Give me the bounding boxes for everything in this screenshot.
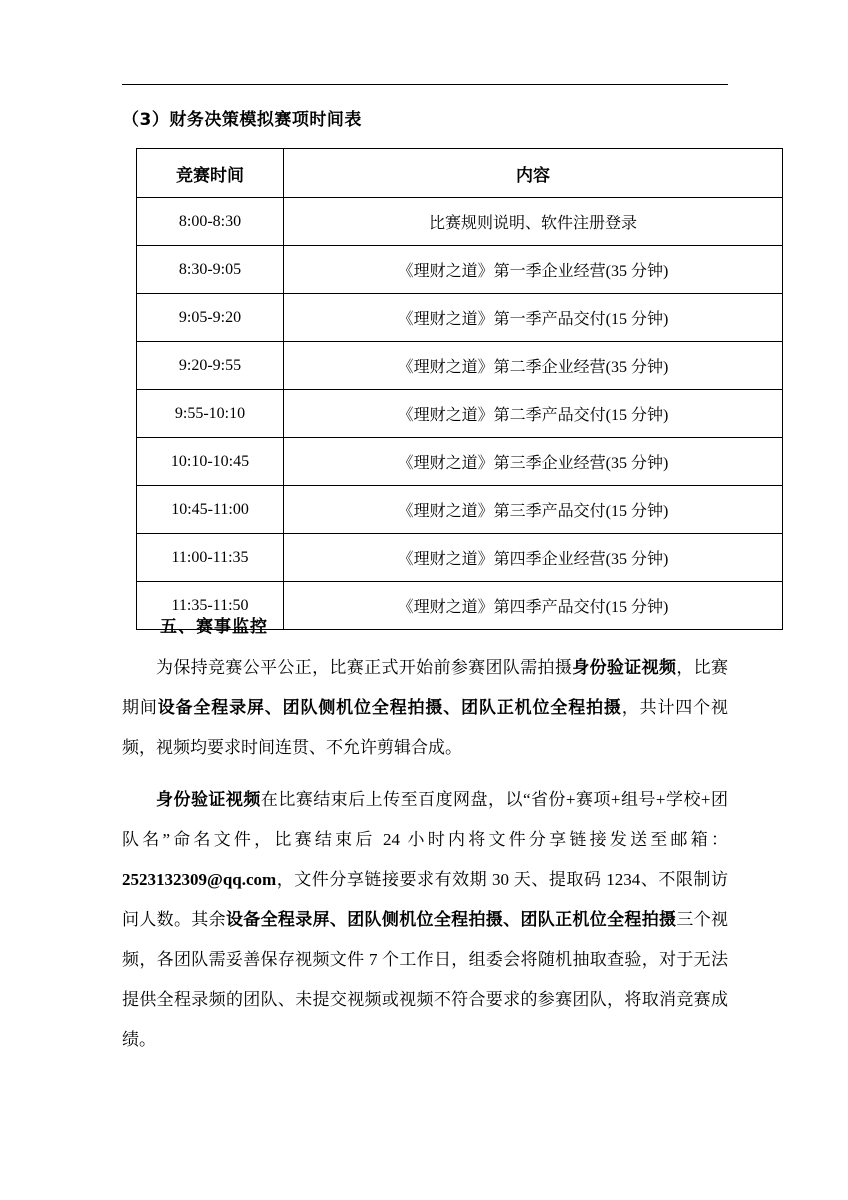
cell-time: 11:35-11:50 — [137, 582, 284, 630]
cell-content: 《理财之道》第四季企业经营(35 分钟) — [284, 534, 783, 582]
table-header-content: 内容 — [284, 149, 783, 198]
cell-time: 8:00-8:30 — [137, 198, 284, 246]
paragraph-text: ，文件分享链接要求有效期 30 天、提取码 1234、不限制访问人数。其余 — [122, 870, 728, 929]
paragraph-emphasis: 设备全程录屏、团队侧机位全程拍摄、团队正机位全程拍摄 — [225, 910, 677, 930]
cell-content: 《理财之道》第一季产品交付(15 分钟) — [284, 294, 783, 342]
page-heading: （3）财务决策模拟赛项时间表 — [122, 110, 362, 130]
paragraph-text: 三个视频，各团队需妥善保存视频文件 7 个工作日，组委会将随机抽取查验，对于无法提供全程录频的团队、未提交视频或视频不符合要求的参赛团队，将取消竞赛成绩。 — [122, 910, 729, 1049]
paragraph-text: ，比赛期间 — [122, 658, 728, 717]
schedule-table — [136, 148, 783, 630]
table-row — [137, 294, 783, 342]
table-row — [137, 342, 783, 390]
table-row — [137, 390, 783, 438]
paragraph-text: ，共计四个视频，视频均要求时间连贯、不允许剪辑合成。 — [122, 698, 729, 757]
cell-content: 《理财之道》第四季产品交付(15 分钟) — [284, 582, 783, 630]
cell-time: 9:55-10:10 — [137, 390, 284, 438]
cell-time: 8:30-9:05 — [137, 246, 284, 294]
table-header-time: 竞赛时间 — [137, 149, 284, 198]
table-header-row — [137, 149, 783, 198]
table-row — [137, 246, 783, 294]
cell-content: 《理财之道》第三季企业经营(35 分钟) — [284, 438, 783, 486]
table-row — [137, 486, 783, 534]
paragraph-monitoring-overview — [122, 648, 728, 768]
cell-time: 9:05-9:20 — [137, 294, 284, 342]
paragraph-emphasis: 身份验证视频 — [156, 790, 261, 810]
cell-content: 比赛规则说明、软件注册登录 — [284, 198, 783, 246]
table-row — [137, 198, 783, 246]
paragraph-emphasis: 身份验证视频 — [572, 658, 677, 678]
paragraph-video-submission — [122, 780, 728, 1060]
cell-time: 9:20-9:55 — [137, 342, 284, 390]
table-row — [137, 534, 783, 582]
cell-content: 《理财之道》第二季企业经营(35 分钟) — [284, 342, 783, 390]
cell-time: 10:45-11:00 — [137, 486, 284, 534]
contact-email: 2523132309@qq.com — [122, 870, 277, 889]
paragraph-text: 为保持竞赛公平公正，比赛正式开始前参赛团队需拍摄 — [156, 658, 573, 677]
table-row — [137, 438, 783, 486]
cell-content: 《理财之道》第二季产品交付(15 分钟) — [284, 390, 783, 438]
paragraph-text: 在比赛结束后上传至百度网盘，以“省份+赛项+组号+学校+团队名”命名文件，比赛结束后 24 小时内将文件分享链接发送至邮箱： — [122, 790, 728, 849]
section-title: 五、赛事监控 — [160, 617, 268, 637]
cell-time: 10:10-10:45 — [137, 438, 284, 486]
paragraph-emphasis: 设备全程录屏、团队侧机位全程拍摄、团队正机位全程拍摄 — [157, 698, 622, 718]
cell-content: 《理财之道》第一季企业经营(35 分钟) — [284, 246, 783, 294]
cell-content: 《理财之道》第三季产品交付(15 分钟) — [284, 486, 783, 534]
header-divider — [122, 84, 728, 85]
cell-time: 11:00-11:35 — [137, 534, 284, 582]
